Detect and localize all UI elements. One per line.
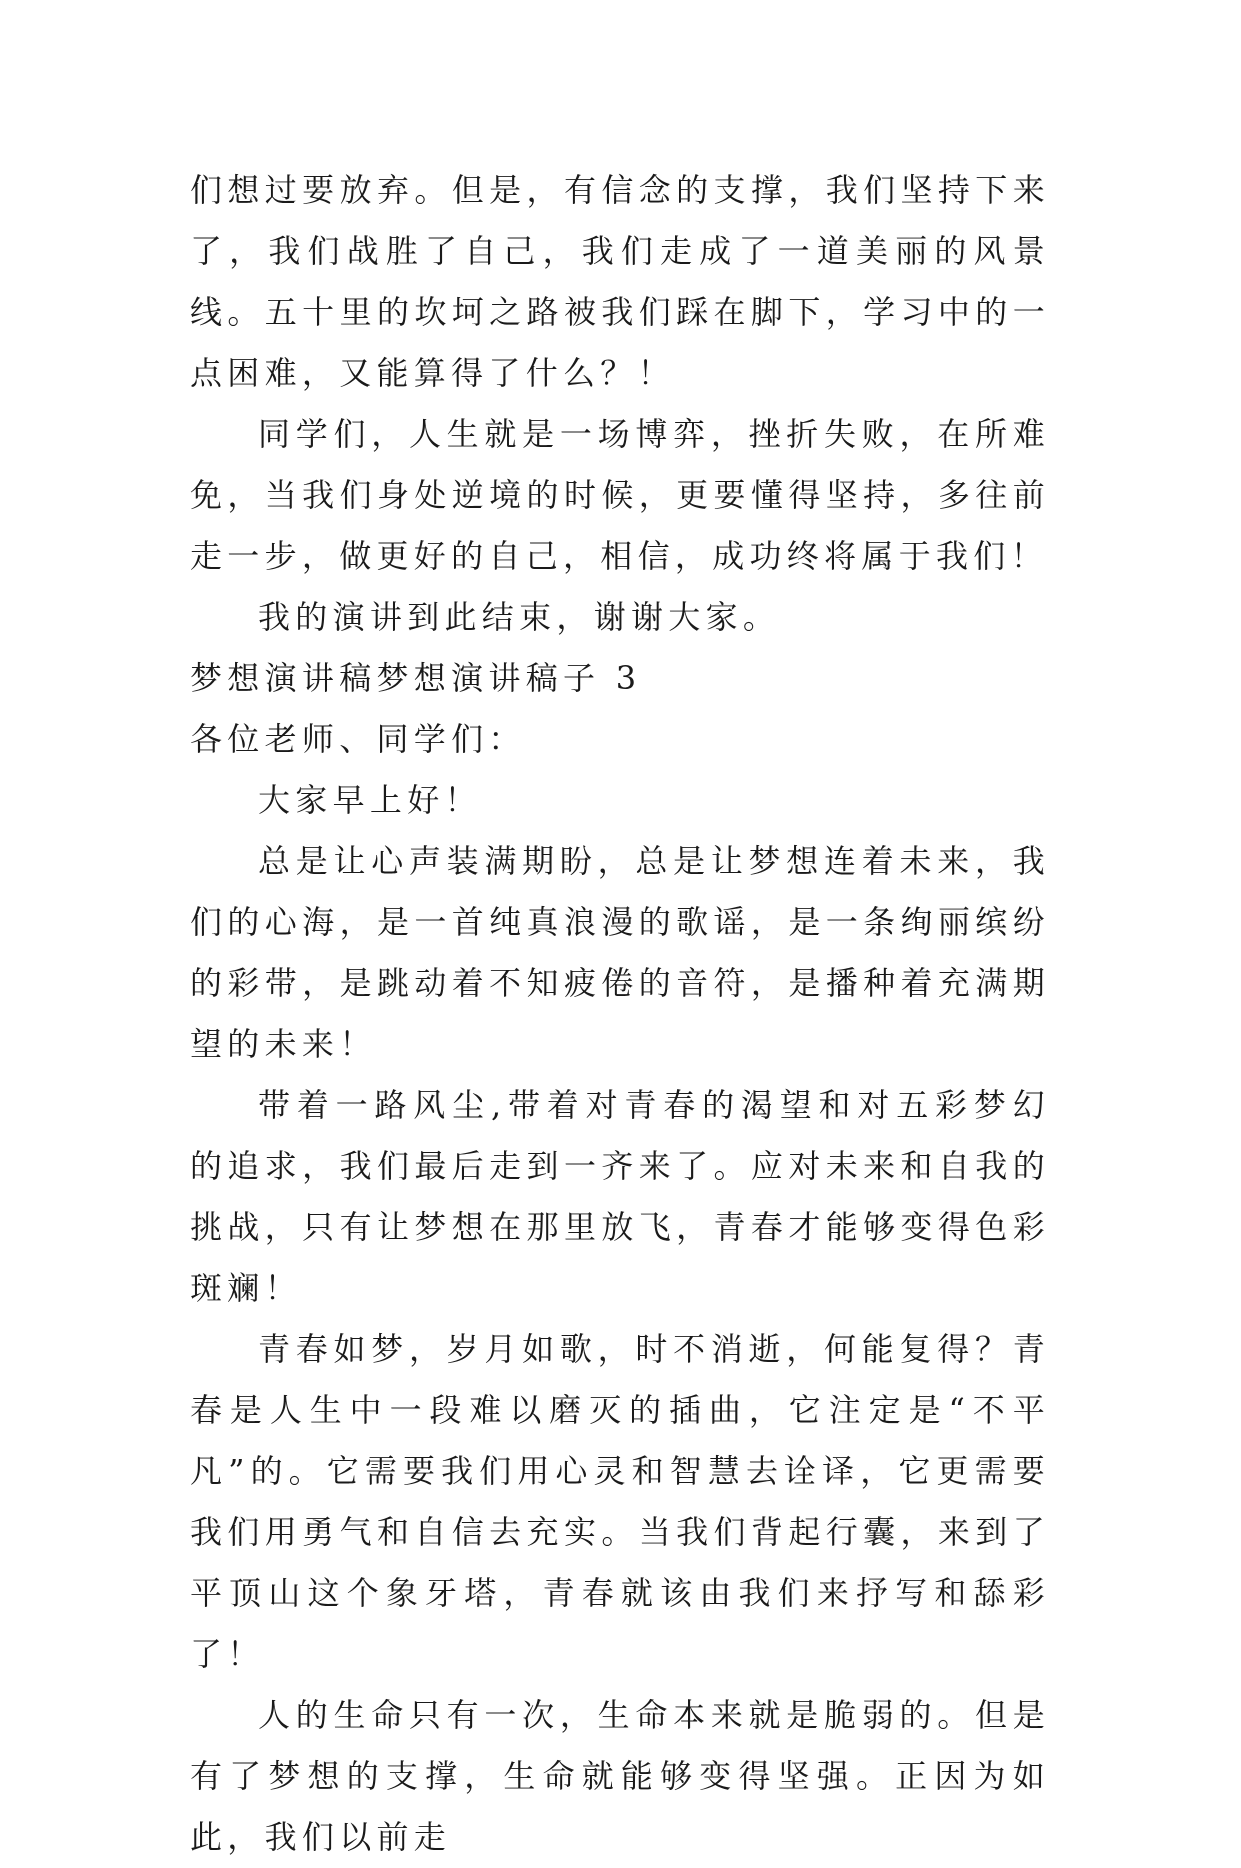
paragraph: 大家早上好！ xyxy=(258,781,482,819)
paragraph: 青春如梦，岁月如歌，时不消逝，何能复得？青春是人生中一段难以磨灭的插曲，它注定是“不平凡”的。它需要我们用心灵和智慧去诠译，它更需要我们用勇气和自信去充实。当我们背起行囊，来到了平顶山这个象牙塔，青春就该由我们来抒写和舔彩了！ xyxy=(190,1330,1050,1673)
paragraph: 我的演讲到此结束，谢谢大家。 xyxy=(258,598,781,636)
document-body xyxy=(190,160,1050,1868)
paragraph-continuation: 们想过要放弃。但是，有信念的支撑，我们坚持下来了，我们战胜了自己，我们走成了一道美丽的风景线。五十里的坎坷之路被我们踩在脚下，学习中的一点困难，又能算得了什么？！ xyxy=(190,171,1050,392)
paragraph: 带着一路风尘,带着对青春的渴望和对五彩梦幻的追求，我们最后走到一齐来了。应对未来和自我的挑战，只有让梦想在那里放飞，青春才能够变得色彩斑斓！ xyxy=(190,1086,1050,1307)
section-title: 梦想演讲稿梦想演讲稿子 3 xyxy=(190,659,642,697)
salutation: 各位老师、同学们： xyxy=(190,720,526,758)
paragraph: 人的生命只有一次，生命本来就是脆弱的。但是有了梦想的支撑，生命就能够变得坚强。正因为如此，我们以前走 xyxy=(190,1696,1050,1856)
paragraph: 同学们，人生就是一场博弈，挫折失败，在所难免，当我们身处逆境的时候，更要懂得坚持，多往前走一步，做更好的自己，相信，成功终将属于我们！ xyxy=(190,415,1050,575)
paragraph: 总是让心声装满期盼，总是让梦想连着未来，我们的心海，是一首纯真浪漫的歌谣，是一条绚丽缤纷的彩带，是跳动着不知疲倦的音符，是播种着充满期望的未来！ xyxy=(190,842,1050,1063)
